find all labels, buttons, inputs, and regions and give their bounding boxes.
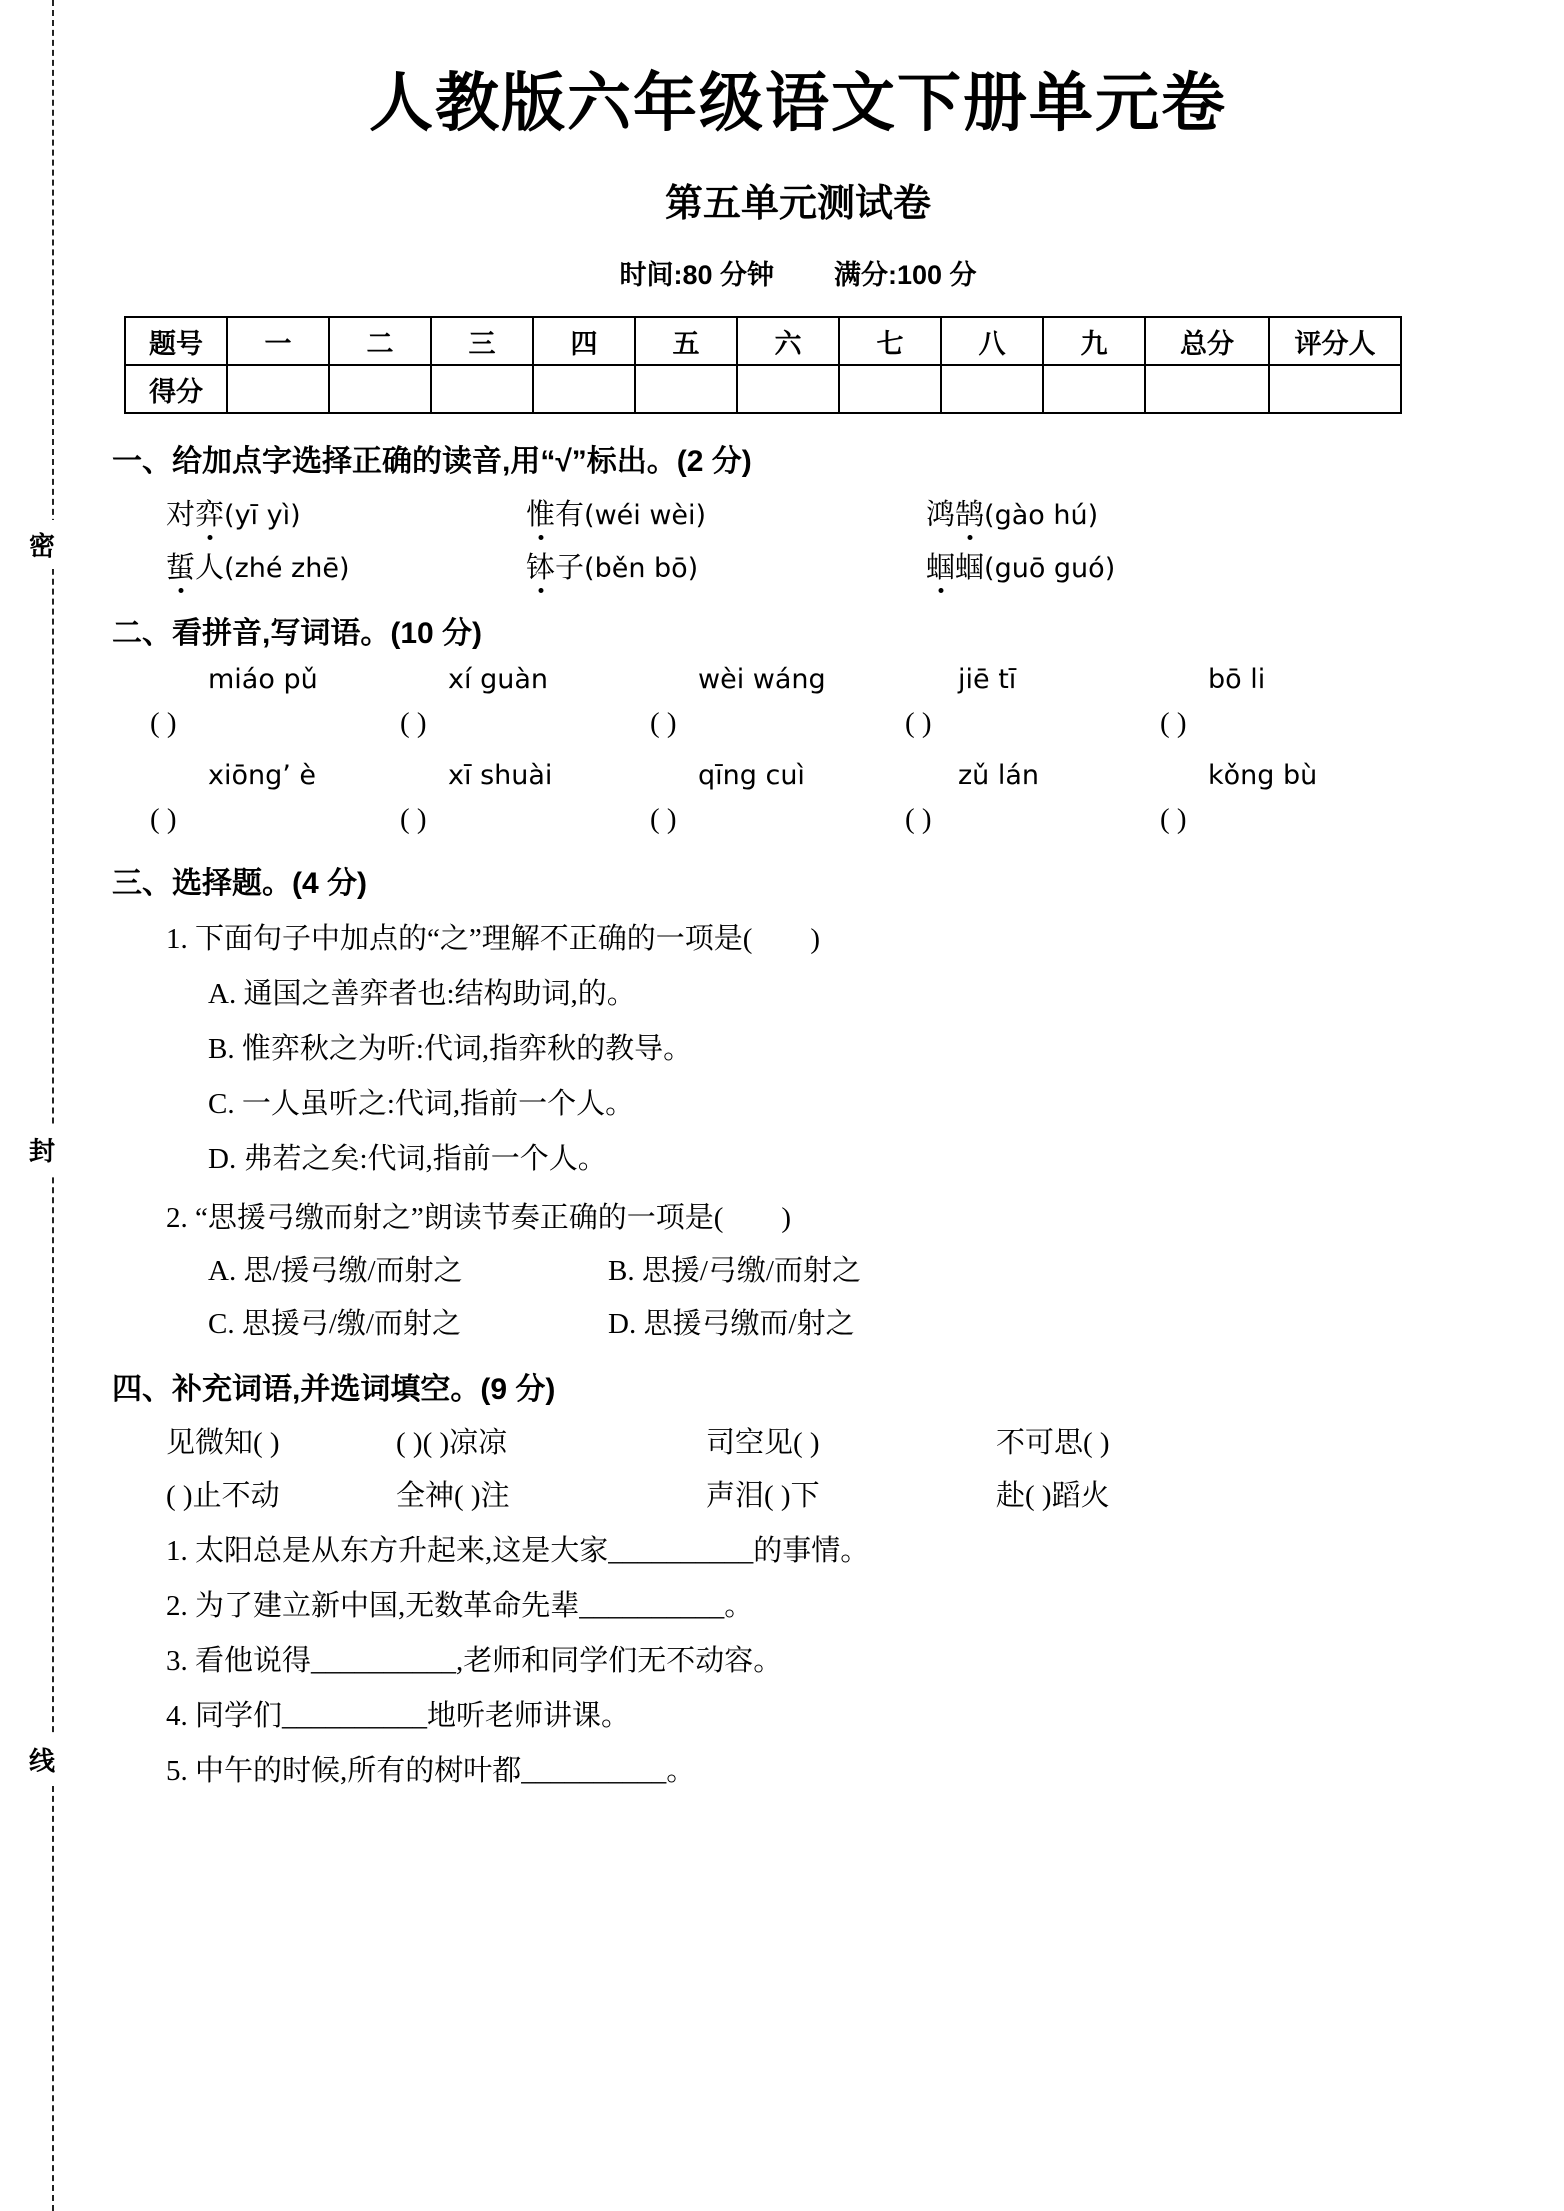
question-3-1-option-d[interactable]: D. 弗若之矣:代词,指前一个人。 [208, 1143, 607, 1175]
question-3-1-option-a[interactable]: A. 通国之善弈者也:结构助词,的。 [208, 978, 636, 1010]
score-cell-9[interactable] [1043, 365, 1145, 413]
score-cell-total[interactable] [1145, 365, 1269, 413]
section-2-title: 二、看拼音,写词语。(10 分) [112, 617, 483, 650]
pinyin-word-5: bō li [1208, 664, 1266, 695]
section-3-title: 三、选择题。(4 分) [112, 867, 367, 900]
section-4-fill-3[interactable]: 3. 看他说得__________,老师和同学们无不动容。 [166, 1645, 783, 1677]
pinyin-choice-3-options: (gào hú) [984, 500, 1099, 531]
section-2-pinyin-row-1 [208, 664, 1508, 695]
section-2-pinyin-row-2 [208, 760, 1508, 791]
score-cell-6[interactable] [737, 365, 839, 413]
idiom-6[interactable]: 全神( )注 [396, 1480, 510, 1512]
binding-label-xian: 线 [20, 1735, 64, 1784]
idiom-2-text: ( )( )凉凉 [396, 1427, 508, 1459]
section-4-title: 四、补充词语,并选词填空。(9 分) [112, 1373, 556, 1406]
answer-bracket-1[interactable]: ( ) [150, 707, 177, 739]
question-3-2-option-a[interactable]: A. 思/援弓缴/而射之 [208, 1255, 463, 1287]
question-3-2-option-b[interactable]: B. 思援/弓缴/而射之 [608, 1255, 861, 1287]
section-2-answer-row-1 [150, 707, 1508, 740]
pinyin-word-10: kǒng bù [1208, 760, 1318, 791]
score-col-7: 七 [839, 317, 941, 365]
score-col-grader: 评分人 [1269, 317, 1401, 365]
score-cell-grader[interactable] [1269, 365, 1401, 413]
table-row-score [125, 365, 1401, 413]
pinyin-choice-4[interactable]: 蜇人(zhé zhē) [166, 545, 526, 586]
idiom-3[interactable]: 司空见( ) [706, 1427, 820, 1459]
binding-label-mi: 密 [20, 520, 64, 569]
question-3-1-option-c[interactable]: C. 一人虽听之:代词,指前一个人。 [208, 1088, 635, 1120]
idiom-2[interactable] [396, 1420, 706, 1461]
score-col-8: 八 [941, 317, 1043, 365]
score-cell-1[interactable] [227, 365, 329, 413]
idiom-4[interactable]: 不可思( ) [996, 1427, 1110, 1459]
score-col-5: 五 [635, 317, 737, 365]
section-4-fill-4[interactable]: 4. 同学们__________地听老师讲课。 [166, 1700, 631, 1732]
pinyin-word-4: jiē tī [958, 664, 1017, 695]
answer-bracket-2[interactable]: ( ) [400, 707, 427, 739]
score-cell-5[interactable] [635, 365, 737, 413]
pinyin-word-9: zǔ lán [958, 760, 1040, 791]
idiom-1[interactable]: 见微知( ) [166, 1427, 280, 1459]
score-col-4: 四 [533, 317, 635, 365]
section-4-fill-5[interactable]: 5. 中午的时候,所有的树叶都__________。 [166, 1755, 696, 1787]
binding-label-feng: 封 [20, 1125, 64, 1174]
exam-meta [88, 253, 1508, 292]
question-3-2-option-d[interactable]: D. 思援弓缴而/射之 [608, 1308, 855, 1340]
binding-dashed-line [52, 0, 54, 2211]
pinyin-word-3: wèi wáng [698, 664, 826, 695]
score-cell-8[interactable] [941, 365, 1043, 413]
pinyin-choice-3[interactable]: 鸿鹄(gào hú) [926, 492, 1098, 533]
pinyin-choice-2-options: (wéi wèi) [584, 500, 707, 531]
table-row-header [125, 317, 1401, 365]
answer-bracket-10[interactable]: ( ) [1160, 803, 1187, 835]
score-col-3: 三 [431, 317, 533, 365]
section-1-row-2 [166, 545, 1508, 586]
idiom-7[interactable]: 声泪( )下 [706, 1480, 820, 1512]
idiom-5[interactable]: ( )止不动 [166, 1480, 280, 1512]
paper-content [108, 0, 1508, 1789]
answer-bracket-7[interactable]: ( ) [400, 803, 427, 835]
question-3-2-stem: 2. “思援弓缴而射之”朗读节奏正确的一项是( ) [166, 1202, 792, 1234]
question-3-1-option-b[interactable]: B. 惟弈秋之为听:代词,指弈秋的教导。 [208, 1033, 693, 1065]
pinyin-word-2: xí guàn [448, 664, 548, 695]
answer-bracket-4[interactable]: ( ) [905, 707, 932, 739]
score-col-2: 二 [329, 317, 431, 365]
pinyin-choice-4-options: (zhé zhē) [224, 553, 350, 584]
pinyin-choice-1[interactable]: 对弈(yī yì) [166, 492, 526, 533]
pinyin-choice-6[interactable]: 蝈蝈(guō guó) [926, 545, 1115, 586]
page-title: 人教版六年级语文下册单元卷 [369, 67, 1227, 139]
score-col-9: 九 [1043, 317, 1145, 365]
pinyin-word-8: qīng cuì [698, 760, 805, 791]
pinyin-choice-5[interactable]: 钵子(běn bō) [526, 545, 926, 586]
score-cell-3[interactable] [431, 365, 533, 413]
idiom-8[interactable]: 赴( )蹈火 [996, 1480, 1110, 1512]
score-cell-7[interactable] [839, 365, 941, 413]
section-1-row-1 [166, 492, 1508, 533]
score-table-row-label-1: 得分 [125, 365, 227, 413]
full-score-label: 满分:100 分 [833, 260, 977, 290]
pinyin-choice-2[interactable]: 惟有(wéi wèi) [526, 492, 926, 533]
score-col-6: 六 [737, 317, 839, 365]
score-table [124, 316, 1402, 414]
question-3-2-options-row-2 [208, 1301, 1508, 1342]
answer-bracket-3[interactable]: ( ) [650, 707, 677, 739]
question-3-2-options-row-1 [208, 1248, 1508, 1289]
pinyin-word-7: xī shuài [448, 760, 553, 791]
pinyin-choice-5-options: (běn bō) [584, 553, 699, 584]
score-col-total: 总分 [1145, 317, 1269, 365]
page-subtitle: 第五单元测试卷 [664, 183, 931, 225]
score-col-1: 一 [227, 317, 329, 365]
question-3-2-option-c[interactable]: C. 思援弓/缴/而射之 [208, 1308, 461, 1340]
score-cell-4[interactable] [533, 365, 635, 413]
question-3-1-stem: 1. 下面句子中加点的“之”理解不正确的一项是( ) [166, 923, 821, 955]
section-4-idiom-row-2 [166, 1473, 1508, 1514]
section-4-idiom-row-1 [166, 1420, 1508, 1461]
answer-bracket-6[interactable]: ( ) [150, 803, 177, 835]
pinyin-choice-6-options: (guō guó) [984, 553, 1116, 584]
section-4-fill-1[interactable]: 1. 太阳总是从东方升起来,这是大家__________的事情。 [166, 1535, 870, 1567]
answer-bracket-9[interactable]: ( ) [905, 803, 932, 835]
pinyin-choice-1-options: (yī yì) [224, 500, 301, 531]
score-cell-2[interactable] [329, 365, 431, 413]
section-4-fill-2[interactable]: 2. 为了建立新中国,无数革命先辈__________。 [166, 1590, 754, 1622]
section-2-answer-row-2 [150, 803, 1508, 836]
answer-bracket-8[interactable]: ( ) [650, 803, 677, 835]
answer-bracket-5[interactable]: ( ) [1160, 707, 1187, 739]
time-label: 时间:80 分钟 [619, 260, 774, 290]
section-1-title: 一、给加点字选择正确的读音,用“√”标出。(2 分) [112, 445, 752, 478]
pinyin-word-1: miáo pǔ [208, 664, 318, 695]
score-table-row-label-0: 题号 [125, 317, 227, 365]
pinyin-word-6: xiōng’ è [208, 760, 317, 791]
